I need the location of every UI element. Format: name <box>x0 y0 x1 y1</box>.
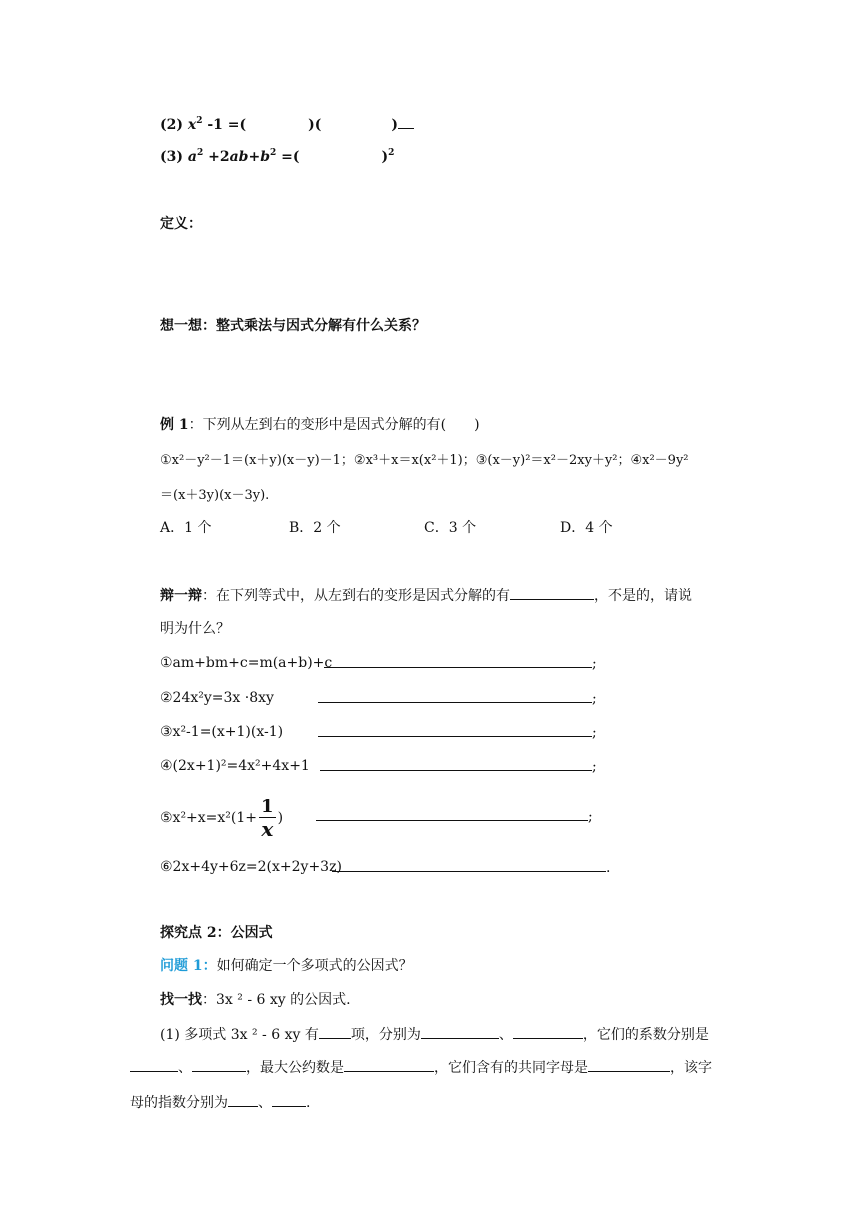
example-1-title: 例 1：下列从左到右的变形中是因式分解的有( ) <box>160 417 480 433</box>
definition-label: 定义： <box>160 216 202 232</box>
question-3: (3) $a^2 +2ab+b^2$ =( )$^2$ <box>160 148 395 165</box>
answer-blank[interactable] <box>421 1024 499 1039</box>
debate-prompt-cont: 明为什么？ <box>160 621 230 637</box>
option-a[interactable]: A．1 个 <box>160 520 212 536</box>
option-b[interactable]: B．2 个 <box>289 520 341 536</box>
answer-line[interactable] <box>318 722 592 737</box>
debate-item-4-answer: ; <box>320 756 597 777</box>
find-prompt: 找一找：3x ² - 6 xy 的公因式. <box>160 992 351 1008</box>
answer-blank[interactable] <box>319 1024 351 1039</box>
answer-line[interactable] <box>316 806 588 821</box>
debate-item-4: ④(2x+1)²=4x²+4x+1 <box>160 758 310 774</box>
answer-line[interactable] <box>332 857 606 872</box>
debate-item-1: ①am+bm+c=m(a+b)+c <box>160 655 333 671</box>
answer-line[interactable] <box>318 688 592 703</box>
answer-line[interactable] <box>324 653 592 668</box>
answer-blank[interactable] <box>398 114 414 129</box>
debate-item-2-answer: ; <box>318 688 597 709</box>
debate-item-6: ⑥2x+4y+6z=2(x+2y+3z) <box>160 859 342 875</box>
answer-blank[interactable] <box>513 1024 583 1039</box>
option-c[interactable]: C．3 个 <box>424 520 477 536</box>
answer-blank[interactable] <box>510 585 594 600</box>
answer-blank[interactable] <box>588 1057 670 1072</box>
sub-question-1-line-3: 母的指数分别为 、 . <box>130 1092 310 1113</box>
problem-1: 问题 1：如何确定一个多项式的公因式？ <box>160 958 413 974</box>
sub-question-1-line-1: (1) 多项式 3x ² - 6 xy 有 项，分别为 、 ，它们的系数分别是 <box>160 1024 709 1045</box>
debate-item-5: ⑤x²+x=x²(1+ $\frac{1}{x}$ ) <box>160 795 284 841</box>
answer-blank[interactable] <box>344 1057 434 1072</box>
option-d[interactable]: D．4 个 <box>560 520 613 536</box>
answer-line[interactable] <box>320 756 592 771</box>
debate-item-6-answer: . <box>332 857 610 878</box>
debate-prompt: 辩一辩：在下列等式中，从左到右的变形是因式分解的有 ，不是的，请说 <box>160 585 692 606</box>
debate-item-1-answer: ; <box>324 653 597 674</box>
answer-blank[interactable] <box>272 1092 306 1107</box>
question-2: (2) $x^2$ -1 =( )( ) <box>160 114 414 135</box>
answer-blank[interactable] <box>192 1057 246 1072</box>
example-1-line-1: ①x²－y²－1＝(x＋y)(x－y)－1；②x³＋x＝x(x²＋1)；③(x－y)²＝x²－2xy＋y²；④x²－9y² <box>160 453 689 468</box>
debate-item-3-answer: ; <box>318 722 597 743</box>
answer-blank[interactable] <box>228 1092 258 1107</box>
debate-item-3: ③x²-1=(x+1)(x-1) <box>160 724 284 740</box>
example-1-line-2: ＝(x＋3y)(x－3y). <box>160 488 270 503</box>
fraction: $\frac{1}{x}$ <box>261 795 274 841</box>
think-prompt: 想一想：整式乘法与因式分解有什么关系？ <box>160 318 426 334</box>
sub-question-1-line-2: 、 ，最大公约数是 ，它们含有的共同字母是 ，该字 <box>130 1057 712 1078</box>
debate-item-5-answer: ; <box>316 806 593 827</box>
section-heading: 探究点 2：公因式 <box>160 925 273 941</box>
debate-item-2: ②24x²y=3x ·8xy <box>160 690 274 706</box>
answer-blank[interactable] <box>130 1057 178 1072</box>
